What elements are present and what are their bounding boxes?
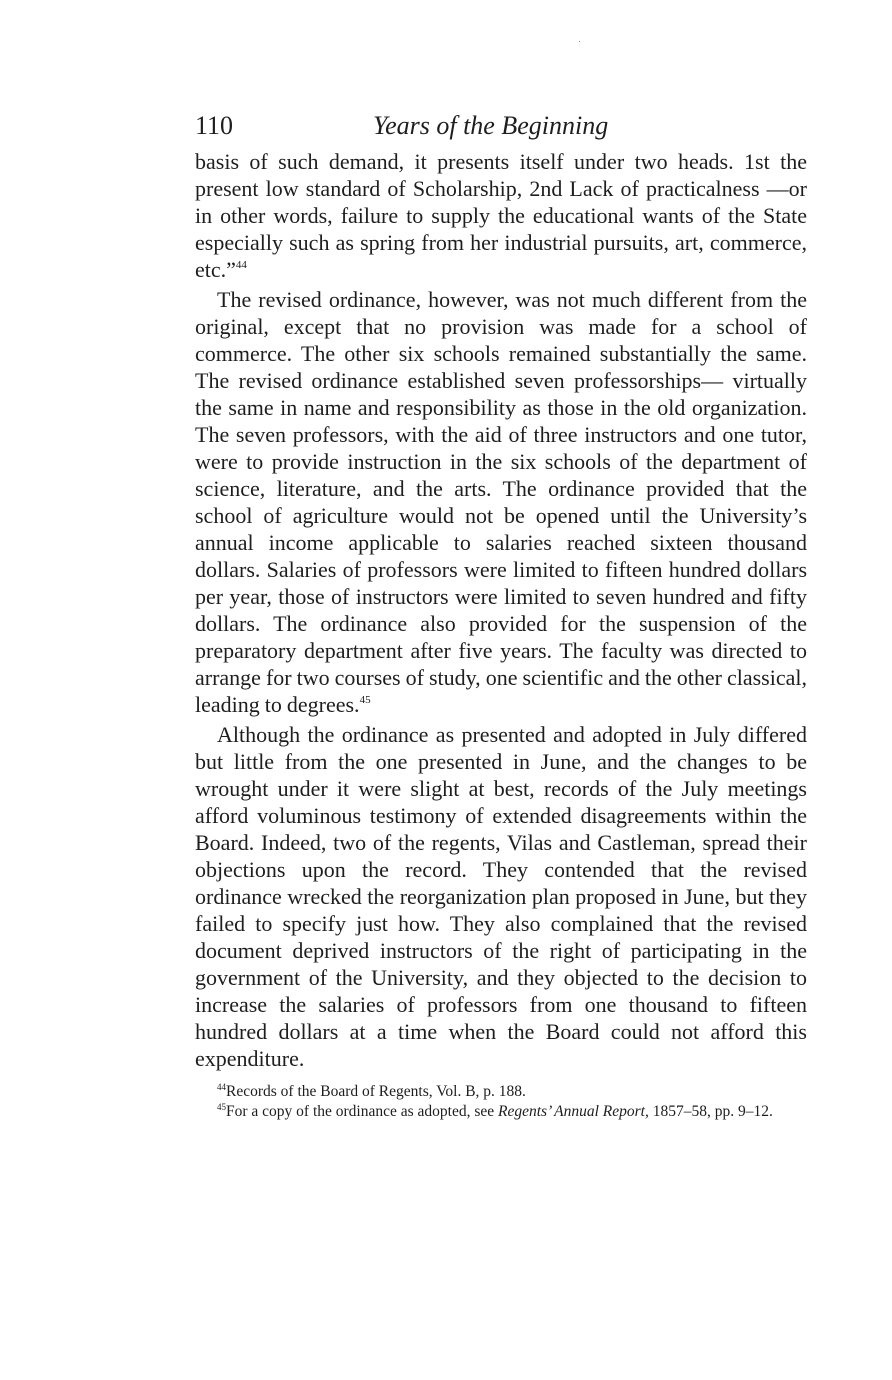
book-page xyxy=(195,108,807,1122)
footnote-44 xyxy=(195,1082,807,1102)
footnote-mark-44: 44 xyxy=(217,1082,226,1092)
scan-speck xyxy=(579,41,580,42)
running-head xyxy=(195,108,807,148)
paragraph-2 xyxy=(195,286,807,718)
paragraph-1-text: basis of such demand, it presents itself under two heads. 1st the present low standard of Scholarship, 2nd Lack of practicalness —or in other words, failure to supply the educational wants of the State especially such as spring from her industrial pursuits, art, commerce, etc.” xyxy=(195,149,807,282)
paragraph-3 xyxy=(195,721,807,1072)
body-text xyxy=(195,148,807,1072)
footnote-text-44: Records of the Board of Regents, Vol. B, p. 188. xyxy=(226,1083,526,1100)
page-number: 110 xyxy=(195,111,234,140)
footnotes xyxy=(195,1082,807,1122)
paragraph-1 xyxy=(195,148,807,283)
paragraph-3-text: Although the ordinance as presented and adopted in July differed but little from the one presented in June, and the changes to be wrought under it were slight at best, records of the July meetings afford voluminous testimony of extended disagreements within the Board. Indeed, two of the regents, Vilas and Castleman, spread their objections upon the record. They contended that the revised ordinance wrecked the reorganization plan proposed in June, but they failed to specify just how. They also complained that the revised document deprived instructors of the right of participating in the government of the University, and they objected to the decision to increase the salaries of professors from one thousand to fifteen hundred dollars at a time when the Board could not afford this expenditure. xyxy=(195,722,807,1071)
paragraph-2-text: The revised ordinance, however, was not much different from the original, except that no provision was made for a school of commerce. The other six schools remained substantially the same. The revised ordinance established seven professorships— virtually the same in name and responsibility as those in the old organization. The seven professors, with the aid of three instructors and one tutor, were to provide instruction in the six schools of the department of science, literature, and the arts. The ordinance provided that the school of agriculture would not be opened until the University’s annual income applicable to salaries reached sixteen thousand dollars. Salaries of professors were limited to fifteen hundred dollars per year, those of instructors were limited to seven hundred and fifty dollars. The ordinance also provided for the suspension of the preparatory department after five years. The faculty was directed to arrange for two courses of study, one scientific and the other classical, leading to degrees. xyxy=(195,287,807,717)
footnote-ref-44: 44 xyxy=(235,259,247,271)
running-title: Years of the Beginning xyxy=(373,111,609,140)
footnote-text-45-after: 1857–58, pp. 9–12. xyxy=(648,1103,773,1120)
footnote-text-45-italic: Regents’ Annual Report, xyxy=(498,1103,649,1120)
footnote-text-45-before: For a copy of the ordinance as adopted, see xyxy=(226,1103,499,1120)
footnote-mark-45: 45 xyxy=(217,1102,226,1112)
footnote-ref-45: 45 xyxy=(359,694,371,706)
footnote-45 xyxy=(195,1102,807,1122)
